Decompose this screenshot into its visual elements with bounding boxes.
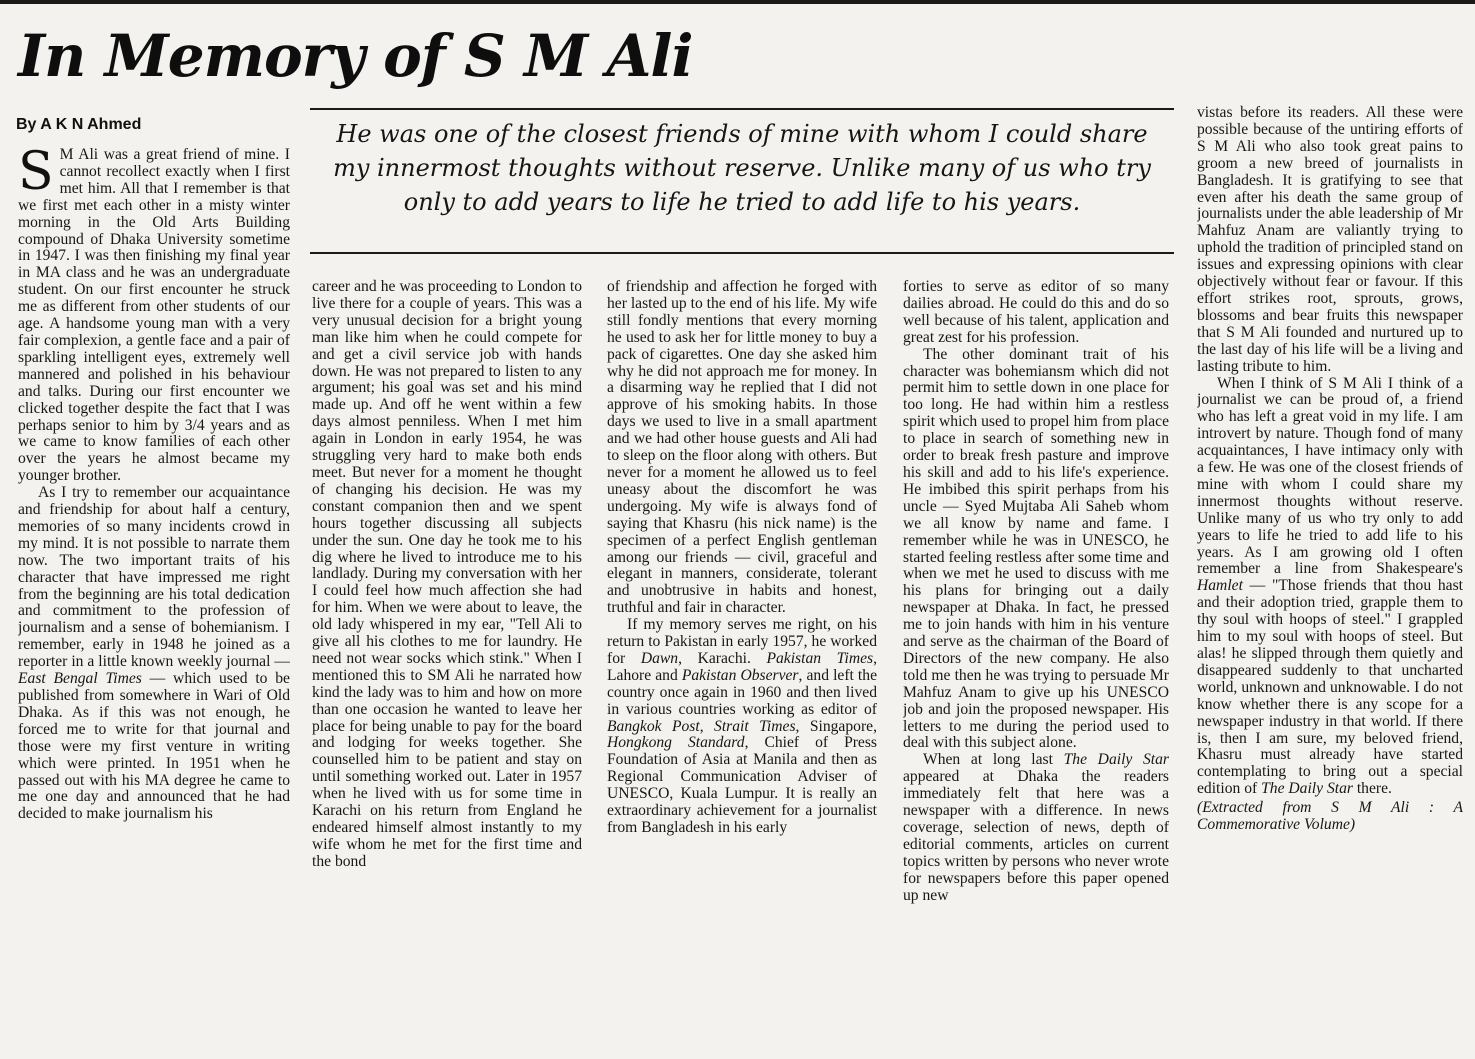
publication-title: The Daily Star: [1063, 751, 1169, 769]
paragraph: [903, 752, 1169, 904]
pullquote-top-rule: [310, 108, 1174, 110]
publication-title: Hongkong Standard: [607, 734, 745, 752]
paragraph-text: The other dominant trait of his character was bohemiansm which did not permit him to settle down in one place for too long. He had within him a restless spirit which used to propel him from place to place in search of something new in order to break fresh pasture and improve his skill and add to his life's experience. He imbibed this spirit perhaps from his uncle — Syed Mujtaba Ali Saheb whom we all know by name and fame. I remember while he was in UNESCO, he started feeling restless after some time and when we met he used to discuss with me his plans for bringing out a daily newspaper at Dhaka. In fact, he pressed me to join hands with him in his venture and serve as the chairman of the Board of Directors of the new company. He also told me then he was trying to persuade Mr Mahfuz Anam to give up his UNESCO job and join the proposed newspaper. His letters to me during the period used to deal with this subject alone.: [903, 345, 1169, 752]
publication-title: The Daily Star: [1261, 780, 1353, 798]
paragraph: [607, 279, 877, 617]
paragraph-text: , Singapore,: [795, 717, 877, 735]
paragraph: [1197, 376, 1463, 799]
pullquote: He was one of the closest friends of mine with whom I could share my innermost thoughts without reserve. Unlike many of us who try only to add years to life he tried to add life to his years.: [333, 120, 1151, 216]
paragraph-text: career and he was proceeding to London to live there for a couple of years. This was a very unusual decision for a bright young man like him when he could compete for and get a civil service job with hands down. He was not prepared to listen to any argument; his goal was set and his mind made up. And off he went within a few days almost penniless. When I met him again in London in early 1954, he was struggling very hard to make both ends meet. But never for a moment he thought of changing his decision. He was my constant companion then and we spent hours together discussing all subjects under the sun. One day he took me to his dig where he lived to introduce me to his landlady. During my conversation with her I could feel how much affection she had for him. When we were about to leave, the old lady whispered in my ear, "Tell Ali to give all his clothes to me for laundry. He need not wear socks which stink." When I mentioned this to SM Ali he narrated how kind the lady was to him and how on more than one occasion he wanted to leave her place for being unable to pay for the board and lodging for weeks together. She counselled him to be patient and stay on until something worked out. Later in 1957 when he lived with us for some time in Karachi on his return from England he endeared himself almost instantly to my wife whom he met for the first time and the bond: [312, 279, 582, 870]
pullquote-bottom-rule: [310, 252, 1174, 254]
paragraph: [312, 279, 582, 871]
article-column-5: [1197, 105, 1463, 1059]
paragraph-text: forties to serve as editor of so many dailies abroad. He could do this and do so well because of his talent, application and great zest for his profession.: [903, 279, 1169, 346]
paragraph-text: , Karachi.: [678, 649, 751, 667]
paragraph-text: — which used to be published from somewhere in Wari of Old Dhaka. As if this was not enough, he forced me to write for that journal and those were my first venture in writing which were printed. In 1951 when he passed out with his MA degree he came to me one day and announced that he had decided to make journalism his: [18, 670, 290, 823]
headline: In Memory of S M Ali: [18, 22, 693, 90]
article-column-3: [607, 279, 877, 1059]
paragraph-text: , Lahore and: [607, 649, 877, 684]
article-column-2: [312, 279, 582, 1059]
article-column-1: [18, 147, 290, 1059]
paragraph-text: vistas before its readers. All these were possible because of the untiring efforts of S M Ali who also took great pains to groom a new breed of journalists in Bangladesh. It is gratifying to see that even after his death the same group of journalists under the able leadership of Mr Mahfuz Anam are valiantly trying to uphold the tradition of principled stand on issues and expressing opinions with clear objectively without fear or favour. If this effort strikes root, sprouts, grows, blossoms and bear fruits this newspaper that S M Ali founded and nurtured up to the last day of his life will be a living and lasting tribute to him.: [1197, 105, 1463, 375]
publication-title: Strait Times: [714, 717, 796, 735]
paragraph: [1197, 105, 1463, 376]
paragraph: [903, 279, 1169, 347]
paragraph: [903, 347, 1169, 753]
byline: By A K N Ahmed: [16, 116, 142, 133]
publication-title: East Bengal Times: [18, 670, 142, 688]
paragraph-text: — "Those friends that thou hast and their adoption tried, grapple them to thy soul with hoops of steel." I grappled him to my soul with hoops of steel. But alas! he slipped through them quietly and disappeared suddenly to that uncharted world, unknown and unknowable. I do not know whether there is any scope for a newspaper industry in that world. If there is, then I am sure, my beloved friend, Khasru must already have started contemplating to bring out a special edition of: [1197, 577, 1463, 798]
paragraph: [18, 147, 290, 485]
publication-title: Pakistan Observer: [681, 666, 799, 684]
paragraph-text: , Chief of Press Foundation of Asia at Manila and then as Regional Communication Adviser of UNESCO, Kuala Lumpur. It is really an extraordinary achievement for a journalist from Bangladesh in his early: [607, 734, 877, 836]
paragraph-text: If my memory serves me right, on his return to Pakistan in early 1957, he worked for: [607, 616, 877, 667]
publication-title: Dawn: [640, 649, 679, 667]
play-title: Hamlet: [1197, 577, 1243, 595]
paragraph-text: , and left the country once again in 1960 and then lived in various countries working as editor of: [607, 666, 877, 718]
paragraph-text: of friendship and affection he forged with her lasted up to the end of his life. My wife still fondly mentions that every morning he used to ask her for little money to buy a pack of cigarettes. One day she asked him why he did not approach me for money. In a disarming way he replied that I did not approve of his smoking habits. In those days we used to live in a small apartment and we had other house guests and Ali had to sleep on the floor along with others. But never for a moment he allowed us to feel uneasy about the discomfort he was undergoing. My wife is always fond of saying that Khasru (his nick name) is the specimen of a perfect English gentleman among our friends — civil, graceful and elegant in manners, considerate, tolerant and unobtrusive in habits and honest, truthful and fair in character.: [607, 279, 877, 617]
paragraph-text: ,: [699, 717, 704, 735]
publication-title: Pakistan Times: [766, 649, 874, 667]
source-note: (Extracted from S M Ali : A Commemorative Volume): [1197, 799, 1463, 834]
drop-cap: S: [18, 147, 54, 202]
top-rule: [0, 0, 1475, 4]
paragraph-text: When I think of S M Ali I think of a journalist we can be proud of, a friend who has left a great void in my life. I am introvert by nature. Though fond of many acquaintances, I have intimacy only with a few. He was one of the closest friends of mine with whom I could share my innermost thoughts without reserve. Unlike many of us who try only to add years to life he tried to add life to his years. As I am growing old I often remember a line from Shakespeare's: [1197, 374, 1463, 578]
paragraph-text: When at long last: [923, 751, 1053, 769]
article-column-4: [903, 279, 1169, 1059]
paragraph: [18, 485, 290, 823]
paragraph-text: there.: [1356, 780, 1392, 798]
paragraph-text: M Ali was a great friend of mine. I cannot recollect exactly when I first met him. All that I remember is that we first met each other in a misty winter morning in the Old Arts Building compound of Dhaka University sometime in 1947. I was then finishing my final year in MA class and he was an undergraduate student. On our first encounter he struck me as different from other students of our age. A handsome young man with a very fair complexion, a gentle face and a pair of sparkling intelligent eyes, extremely well mannered and polished in his behaviour and talks. During our first encounter we clicked together despite the fact that I was perhaps senior to him by 3/4 years and as we came to know families of each other over the years he almost became my younger brother.: [18, 147, 290, 485]
paragraph-text: appeared at Dhaka the readers immediately felt that here was a newspaper with a difference. In news coverage, selection of news, depth of editorial comments, articles on current topics written by persons who never wrote for newspapers before this paper opened up new: [903, 768, 1169, 904]
paragraph-text: As I try to remember our acquaintance and friendship for about half a century, memories of so many incidents crowd in my mind. It is not possible to narrate them now. The two important traits of his character that have impressed me right from the beginning are his total dedication and commitment to the profession of journalism and a sense of bohemianism. I remember, early in 1948 he joined as a reporter in a little known weekly journal —: [18, 484, 290, 671]
paragraph: [607, 617, 877, 837]
publication-title: Bangkok Post: [607, 717, 700, 735]
